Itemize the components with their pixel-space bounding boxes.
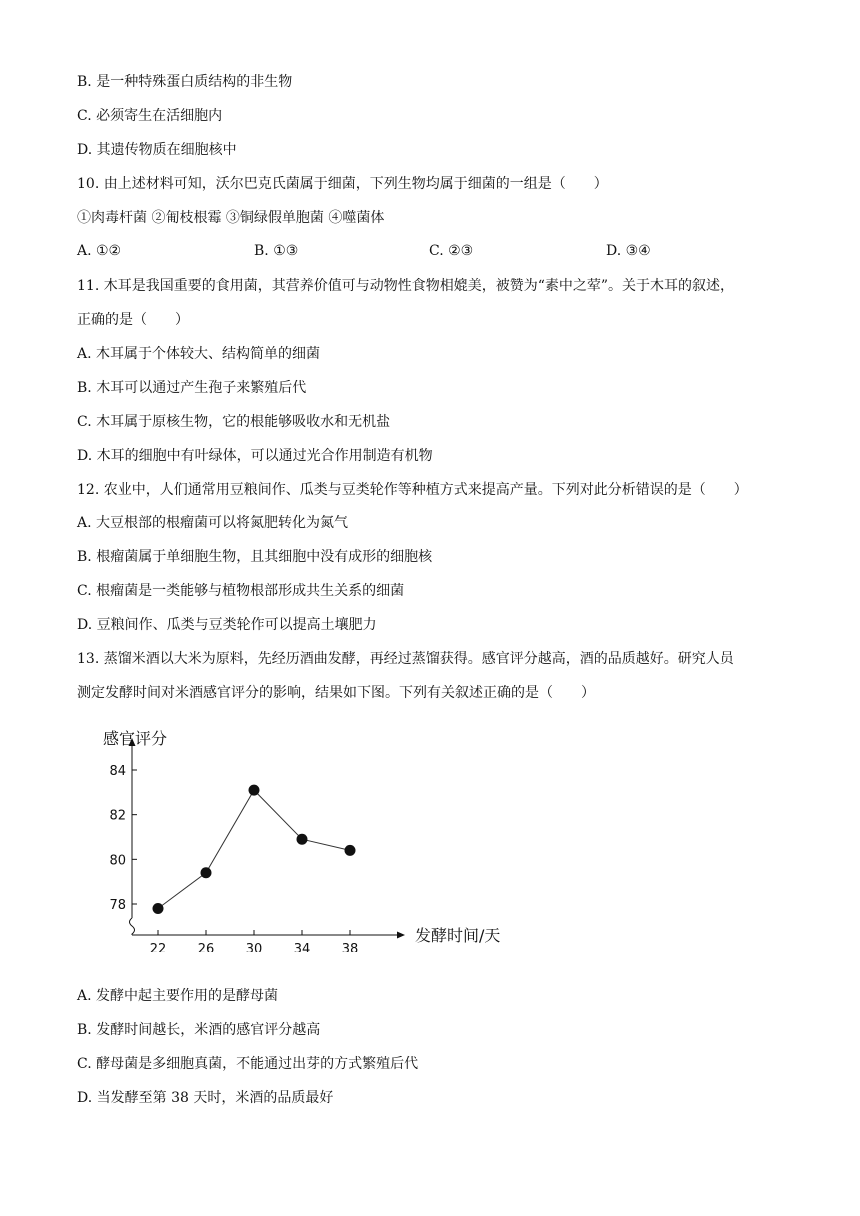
x-axis-title: 发酵时间/天	[415, 926, 501, 945]
q10-option-d: D. ③④	[606, 243, 651, 259]
q13-option-a: A. 发酵中起主要作用的是酵母菌	[77, 988, 279, 1004]
y-tick-label-84: 84	[109, 764, 126, 779]
q11-option-c: C. 木耳属于原核生物，它的根能够吸收水和无机盐	[77, 414, 391, 430]
chart-series	[153, 785, 356, 914]
y-axis-break	[130, 918, 135, 935]
q11-stem-line2: 正确的是（ ）	[77, 312, 189, 328]
q13-stem-line1: 13. 蒸馏米酒以大米为原料，先经历酒曲发酵，再经过蒸馏获得。感官评分越高，酒的品质越好。研究人员	[77, 651, 734, 667]
q11-option-d: D. 木耳的细胞中有叶绿体，可以通过光合作用制造有机物	[77, 448, 433, 464]
q10-option-c: C. ②③	[429, 243, 474, 259]
q12-stem: 12. 农业中，人们通常用豆粮间作、瓜类与豆类轮作等种植方式来提高产量。下列对此分析错误的是（ ）	[77, 482, 748, 498]
q13-stem-line2: 测定发酵时间对米酒感官评分的影响，结果如下图。下列有关叙述正确的是（ ）	[77, 685, 595, 701]
q13-option-d: D. 当发酵至第 38 天时，米酒的品质最好	[77, 1090, 334, 1106]
q12-option-d: D. 豆粮间作、瓜类与豆类轮作可以提高土壤肥力	[77, 617, 377, 633]
series-line	[158, 790, 350, 908]
q10-stem: 10. 由上述材料可知，沃尔巴克氏菌属于细菌，下列生物均属于细菌的一组是（ ）	[77, 176, 608, 192]
x-axis-arrow	[397, 932, 405, 939]
x-tick-label-34: 34	[293, 942, 311, 952]
x-tick-label-26: 26	[197, 942, 215, 952]
q10-options	[77, 243, 777, 261]
data-point-30	[249, 785, 260, 796]
q10-option-b: B. ①③	[254, 243, 299, 259]
q11-option-b: B. 木耳可以通过产生孢子来繁殖后代	[77, 380, 307, 396]
y-tick-label-78: 78	[109, 898, 126, 913]
q12-option-a: A. 大豆根部的根瘤菌可以将氮肥转化为氮气	[77, 515, 349, 531]
sensory-score-line-chart	[95, 722, 515, 952]
x-tick-label-30: 30	[245, 942, 263, 952]
q12-option-c: C. 根瘤菌是一类能够与植物根部形成共生关系的细菌	[77, 583, 405, 599]
y-tick-label-80: 80	[109, 853, 126, 869]
q12-option-b: B. 根瘤菌属于单细胞生物，且其细胞中没有成形的细胞核	[77, 549, 433, 565]
q9-option-b: B. 是一种特殊蛋白质结构的非生物	[77, 74, 293, 90]
y-tick-label-82: 82	[109, 808, 126, 824]
q9-option-c: C. 必须寄生在活细胞内	[77, 108, 223, 124]
y-axis-title: 感官评分	[103, 729, 168, 748]
x-tick-label-22: 22	[149, 942, 167, 952]
q10-option-a: A. ①②	[77, 243, 122, 259]
q11-stem-line1: 11. 木耳是我国重要的食用菌，其营养价值可与动物性食物相媲美，被赞为“素中之荤”。关于木耳的叙述，	[77, 278, 735, 294]
q11-option-a: A. 木耳属于个体较大、结构简单的细菌	[77, 346, 321, 362]
data-point-38	[345, 845, 356, 856]
chart-ticks	[132, 770, 350, 935]
data-point-34	[297, 834, 308, 845]
q13-option-b: B. 发酵时间越长，米酒的感官评分越高	[77, 1022, 321, 1038]
q9-option-d: D. 其遗传物质在细胞核中	[77, 142, 237, 158]
x-tick-label-38: 38	[341, 942, 359, 952]
q13-option-c: C. 酵母菌是多细胞真菌，不能通过出芽的方式繁殖后代	[77, 1056, 419, 1072]
q10-items: ①肉毒杆菌 ②匍枝根霉 ③铜绿假单胞菌 ④噬菌体	[77, 210, 385, 226]
data-point-26	[201, 867, 212, 878]
chart-axes	[129, 738, 406, 939]
data-point-22	[153, 903, 164, 914]
